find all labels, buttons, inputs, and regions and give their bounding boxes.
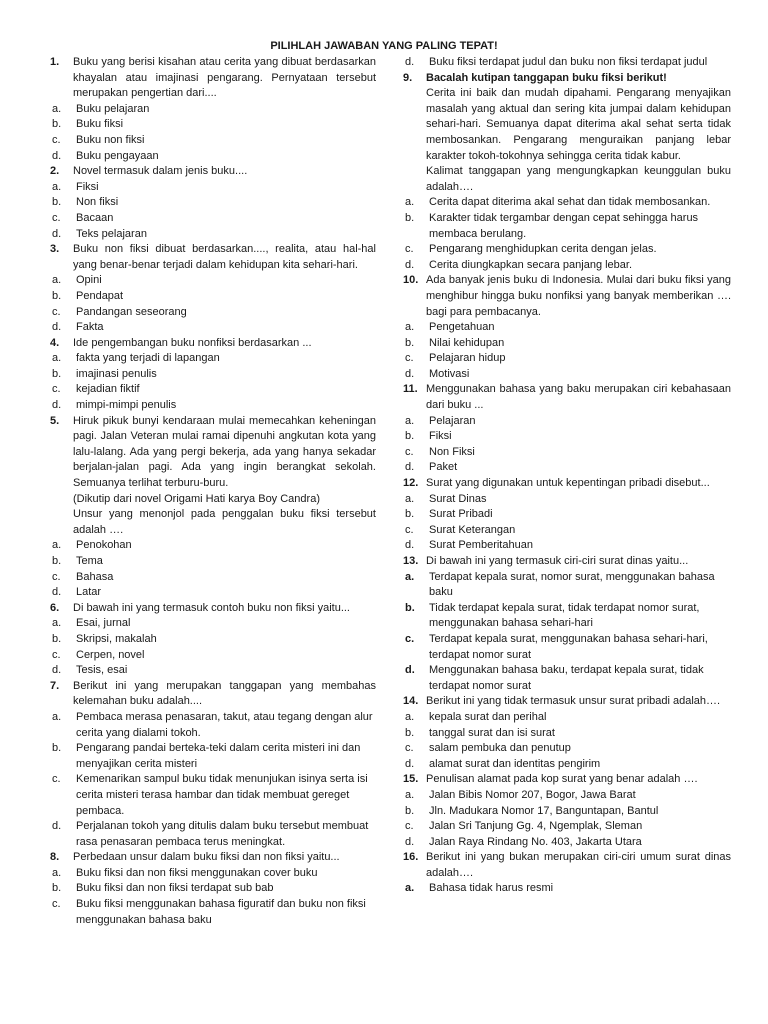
answer-option <box>40 881 376 897</box>
option-letter: a. <box>52 180 62 193</box>
option-letter: d. <box>405 367 415 380</box>
answer-option <box>393 804 731 820</box>
option-text: Pelajaran <box>429 414 476 427</box>
option-letter: a. <box>52 274 62 287</box>
option-letter: c. <box>52 570 61 583</box>
option-letter: b. <box>405 726 415 739</box>
answer-option <box>40 227 376 243</box>
answer-option <box>393 757 731 773</box>
answer-option <box>393 710 731 726</box>
option-text: Buku fiksi dan non fiksi menggunakan cover buku <box>76 866 318 879</box>
option-8d <box>393 55 731 71</box>
option-letter: a. <box>405 882 415 895</box>
answer-option <box>393 211 731 242</box>
option-text: Buku non fiksi <box>76 133 145 146</box>
option-text: Penokohan <box>76 539 132 552</box>
answer-option <box>393 242 731 258</box>
option-text: Terdapat kepala surat, menggunakan bahasa sehari-hari, terdapat nomor surat <box>429 632 708 661</box>
option-text: Motivasi <box>429 367 470 380</box>
option-text: Pendapat <box>76 289 124 302</box>
question-text: Hiruk pikuk bunyi kendaraan mulai memecahkan keheningan pagi. Jalan Veteran mulai ramai dipenuhi angkutan kota yang lalu-lalang. Ada yang pergi bekerja, ada yang hanya sekadar berjalan-jalan pagi. Ada yang ingin berangkat sekolah. Semuanya terlihat terburu-buru. <box>73 414 376 490</box>
question-2 <box>40 164 376 180</box>
option-letter: d. <box>405 539 415 552</box>
option-text: Cerpen, novel <box>76 648 145 661</box>
question-text: Bacalah kutipan tanggapan buku fiksi berikut! <box>426 71 667 84</box>
option-text: fakta yang terjadi di lapangan <box>76 352 220 365</box>
question-3 <box>40 242 376 273</box>
question-number: 15. <box>403 773 419 786</box>
answer-option <box>40 367 376 383</box>
option-letter: b. <box>52 118 62 131</box>
answer-option <box>393 367 731 383</box>
option-letter: d. <box>52 586 62 599</box>
option-letter: d. <box>405 835 415 848</box>
option-text: Tidak terdapat kepala surat, tidak terdapat nomor surat, menggunakan bahasa sehari-hari <box>429 601 700 630</box>
option-text: Bacaan <box>76 211 114 224</box>
option-letter: d. <box>52 820 62 833</box>
question-13 <box>393 554 731 570</box>
answer-option <box>393 601 731 632</box>
question-7 <box>40 679 376 710</box>
option-text: kepala surat dan perihal <box>429 710 547 723</box>
option-letter: d. <box>405 461 415 474</box>
answer-option <box>40 648 376 664</box>
option-letter: a. <box>52 352 62 365</box>
answer-option <box>393 258 731 274</box>
question-number: 10. <box>403 274 419 287</box>
option-text: Jln. Madukara Nomor 17, Banguntapan, Bantul <box>429 804 659 817</box>
answer-option <box>40 195 376 211</box>
question-text: Buku yang berisi kisahan atau cerita yang dibuat berdasarkan khayalan atau imajinasi pengarang. Pernyataan tersebut merupakan pengertian dari.... <box>73 56 376 100</box>
question-note: (Dikutip dari novel Origami Hati karya Boy Candra) <box>73 492 320 505</box>
option-text: mimpi-mimpi penulis <box>76 399 177 412</box>
option-text: Pembaca merasa penasaran, takut, atau tegang dengan alur cerita yang dialami tokoh. <box>76 710 373 739</box>
left-column <box>40 55 376 928</box>
option-text: Buku pelajaran <box>76 102 150 115</box>
option-letter: b. <box>405 601 415 614</box>
question-number: 2. <box>50 165 60 178</box>
option-letter: b. <box>52 555 62 567</box>
option-text: Perjalanan tokoh yang ditulis dalam buku tersebut membuat rasa penasaran pembaca terus meningkat. <box>76 820 369 848</box>
question-text: Menggunakan bahasa yang baku merupakan ciri kebahasaan dari buku ... <box>426 383 731 412</box>
option-text: Pengarang pandai berteka-teki dalam cerita misteri ini dan menyajikan cerita misteri <box>76 742 361 770</box>
option-letter: b. <box>405 508 415 521</box>
question-1 <box>40 55 376 102</box>
question-number: 3. <box>50 243 60 256</box>
page-title: PILIHLAH JAWABAN YANG PALING TEPAT! <box>270 40 498 52</box>
question-text: Di bawah ini yang termasuk contoh buku non fiksi yaitu... <box>73 601 350 614</box>
option-letter: b. <box>405 211 415 224</box>
option-letter: a. <box>405 414 415 427</box>
option-text: Jalan Raya Rindang No. 403, Jakarta Utara <box>429 835 642 848</box>
answer-option <box>393 351 731 367</box>
answer-option <box>40 897 376 928</box>
answer-option <box>40 351 376 367</box>
answer-option <box>40 632 376 648</box>
option-letter: c. <box>52 383 61 396</box>
answer-option <box>40 710 376 741</box>
option-text: Terdapat kepala surat, nomor surat, menggunakan bahasa baku <box>429 570 715 599</box>
question-text: Berikut ini yang merupakan tanggapan yang membahas kelemahan buku adalah.... <box>73 679 376 708</box>
option-text: Fiksi <box>429 430 452 443</box>
option-letter: d. <box>52 227 62 240</box>
question-text: Di bawah ini yang termasuk ciri-ciri surat dinas yaitu... <box>426 555 689 567</box>
question-number: 1. <box>50 56 60 68</box>
option-text: Non Fiksi <box>429 445 475 458</box>
question-11 <box>393 382 731 413</box>
option-letter: c. <box>405 352 414 365</box>
answer-option <box>40 772 376 819</box>
option-text: Buku fiksi menggunakan bahasa figuratif dan buku non fiksi menggunakan bahasa baku <box>76 898 366 926</box>
question-number: 6. <box>50 601 60 614</box>
question-number: 12. <box>403 477 419 490</box>
option-text: Bahasa tidak harus resmi <box>429 882 554 895</box>
option-text: Opini <box>76 274 102 287</box>
option-letter: a. <box>52 539 62 552</box>
question-number: 11. <box>403 383 418 396</box>
answer-option <box>40 741 376 772</box>
answer-option <box>393 445 731 461</box>
question-15 <box>393 772 731 788</box>
answer-option <box>393 336 731 352</box>
option-letter: c. <box>52 133 61 146</box>
answer-option <box>40 149 376 165</box>
answer-option <box>40 102 376 118</box>
option-text: Buku fiksi <box>76 118 124 131</box>
option-letter: b. <box>52 882 62 895</box>
option-letter: c. <box>52 211 61 224</box>
right-column <box>393 55 731 897</box>
option-text: Surat Dinas <box>429 492 487 505</box>
question-text: Penulisan alamat pada kop surat yang benar adalah …. <box>426 773 698 786</box>
option-text: Tema <box>76 555 103 567</box>
answer-option <box>40 382 376 398</box>
answer-option <box>40 585 376 601</box>
option-letter: a. <box>52 617 62 630</box>
question-note: Cerita ini baik dan mudah dipahami. Pengarang menyajikan masalah yang aktual dan sering kita jumpai dalam kehidupan sehari-hari. Semuanya dapat diterima akal sehat serta tidak membosankan. Pengarang menguraikan panjang lebar karakter tokoh-tokohnya sehingga cerita tidak kabur. <box>426 87 731 162</box>
question-text: Ide pengembangan buku nonfiksi berdasarkan ... <box>73 336 312 349</box>
answer-option <box>393 819 731 835</box>
answer-option <box>393 460 731 476</box>
option-text: Surat Pemberitahuan <box>429 539 533 552</box>
option-text: Fiksi <box>76 180 99 193</box>
option-letter: b. <box>405 430 415 443</box>
question-9 <box>393 71 731 196</box>
option-letter: d. <box>405 258 415 271</box>
option-text: Menggunakan bahasa baku, terdapat kepala surat, tidak terdapat nomor surat <box>429 664 704 692</box>
option-letter: b. <box>405 336 415 349</box>
answer-option <box>40 554 376 570</box>
question-10 <box>393 273 731 320</box>
answer-option <box>393 835 731 851</box>
question-8 <box>40 850 376 866</box>
answer-option <box>393 726 731 742</box>
option-letter: c. <box>52 898 61 911</box>
question-text: Berikut ini yang tidak termasuk unsur surat pribadi adalah…. <box>426 695 721 708</box>
answer-option <box>393 788 731 804</box>
question-number: 8. <box>50 851 60 864</box>
question-text: Ada banyak jenis buku di Indonesia. Mulai dari buku fiksi yang menghibur hingga buku nonfiksi yang banyak memberikan …. bagi para pembacanya. <box>426 274 731 318</box>
option-letter: b. <box>52 367 62 380</box>
option-letter: c. <box>52 648 61 661</box>
option-letter: b. <box>405 804 415 817</box>
option-letter: a. <box>405 492 415 505</box>
option-text: Pengetahuan <box>429 321 495 334</box>
option-letter: a. <box>52 866 62 879</box>
answer-option <box>393 320 731 336</box>
answer-option <box>393 663 731 694</box>
option-text: Pengarang menghidupkan cerita dengan jelas. <box>429 243 657 256</box>
option-letter: a. <box>405 710 415 723</box>
question-number: 4. <box>50 336 60 349</box>
answer-option <box>393 507 731 523</box>
option-letter: a. <box>52 102 62 115</box>
answer-option <box>40 211 376 227</box>
answer-option <box>40 663 376 679</box>
question-16 <box>393 850 731 881</box>
option-letter: d. <box>405 56 415 68</box>
question-text: Berikut ini yang bukan merupakan ciri-ciri umum surat dinas adalah…. <box>426 851 731 879</box>
option-letter: a. <box>405 788 415 801</box>
answer-option <box>393 492 731 508</box>
option-text: Jalan Sri Tanjung Gg. 4, Ngemplak, Sleman <box>429 820 643 833</box>
question-5 <box>40 414 376 539</box>
answer-option <box>393 632 731 663</box>
option-letter: b. <box>52 289 62 302</box>
option-letter: b. <box>52 632 62 645</box>
option-text: Jalan Bibis Nomor 207, Bogor, Jawa Barat <box>429 788 636 801</box>
option-text: kejadian fiktif <box>76 383 140 396</box>
option-text: Cerita diungkapkan secara panjang lebar. <box>429 258 633 271</box>
option-letter: c. <box>405 445 414 458</box>
option-text: Paket <box>429 461 458 474</box>
answer-option <box>40 616 376 632</box>
option-letter: c. <box>405 742 414 755</box>
question-number: 13. <box>403 555 419 567</box>
answer-option <box>393 741 731 757</box>
option-letter: c. <box>405 632 415 645</box>
option-text: tanggal surat dan isi surat <box>429 726 555 739</box>
option-letter: b. <box>52 742 62 755</box>
option-text: Surat Keterangan <box>429 523 516 536</box>
option-letter: a. <box>405 196 415 209</box>
option-text: Fakta <box>76 321 104 334</box>
question-6 <box>40 601 376 617</box>
option-letter: b. <box>52 196 62 209</box>
answer-option <box>40 273 376 289</box>
answer-option <box>393 414 731 430</box>
answer-option <box>40 133 376 149</box>
option-text: alamat surat dan identitas pengirim <box>429 757 601 770</box>
option-text: Non fiksi <box>76 196 119 209</box>
question-number: 9. <box>403 71 413 84</box>
option-text: Surat Pribadi <box>429 508 493 521</box>
answer-option <box>393 570 731 601</box>
question-number: 7. <box>50 679 60 692</box>
question-text: Surat yang digunakan untuk kepentingan pribadi disebut... <box>426 477 710 490</box>
answer-option <box>393 195 731 211</box>
question-note: Unsur yang menonjol pada penggalan buku fiksi tersebut adalah …. <box>73 508 376 536</box>
option-letter: c. <box>52 305 61 318</box>
option-letter: a. <box>405 570 415 583</box>
option-text: salam pembuka dan penutup <box>429 742 571 755</box>
option-text: Kemenarikan sampul buku tidak menunjukan isinya serta isi cerita misteri terasa hambar dan tidak membuat gereget pembaca. <box>76 773 368 817</box>
answer-option <box>40 320 376 336</box>
option-text: imajinasi penulis <box>76 367 157 380</box>
option-letter: d. <box>405 664 415 677</box>
option-text: Pandangan seseorang <box>76 305 187 318</box>
answer-option <box>393 538 731 554</box>
option-text: Esai, jurnal <box>76 617 131 630</box>
answer-option <box>393 429 731 445</box>
option-letter: d. <box>405 757 415 770</box>
question-text: Novel termasuk dalam jenis buku.... <box>73 165 248 178</box>
question-number: 5. <box>50 414 60 427</box>
question-4 <box>40 336 376 352</box>
answer-option <box>40 305 376 321</box>
answer-option <box>40 538 376 554</box>
question-note: Kalimat tanggapan yang mengungkapkan keunggulan buku adalah…. <box>426 165 731 193</box>
option-text: Skripsi, makalah <box>76 632 157 645</box>
option-letter: a. <box>52 710 62 723</box>
option-text: Karakter tidak tergambar dengan cepat sehingga harus membaca berulang. <box>429 211 699 240</box>
answer-option <box>40 866 376 882</box>
option-text: Tesis, esai <box>76 664 128 677</box>
option-text: Bahasa <box>76 570 114 583</box>
question-14 <box>393 694 731 710</box>
answer-option <box>40 819 376 850</box>
answer-option <box>40 117 376 133</box>
option-text: Buku fiksi terdapat judul dan buku non fiksi terdapat judul <box>429 56 708 68</box>
question-number: 14. <box>403 695 419 708</box>
answer-option <box>40 570 376 586</box>
option-letter: d. <box>52 399 62 412</box>
question-text: Perbedaan unsur dalam buku fiksi dan non fiksi yaitu... <box>73 851 340 864</box>
question-text: Buku non fiksi dibuat berdasarkan...., realita, atau hal-hal yang benar-benar terjadi dalam kehidupan kita sehari-hari. <box>73 243 376 271</box>
option-text: Buku fiksi dan non fiksi terdapat sub bab <box>76 882 274 895</box>
answer-option <box>393 523 731 539</box>
question-number: 16. <box>403 851 419 864</box>
answer-option <box>40 398 376 414</box>
option-text: Cerita dapat diterima akal sehat dan tidak membosankan. <box>429 196 711 209</box>
option-letter: c. <box>405 243 414 256</box>
option-letter: d. <box>52 149 62 162</box>
answer-option <box>393 881 731 897</box>
answer-option <box>40 180 376 196</box>
option-text: Pelajaran hidup <box>429 352 506 365</box>
option-text: Nilai kehidupan <box>429 336 505 349</box>
option-text: Latar <box>76 586 102 599</box>
answer-option <box>40 289 376 305</box>
option-letter: c. <box>405 523 414 536</box>
option-letter: a. <box>405 321 415 334</box>
option-text: Buku pengayaan <box>76 149 159 162</box>
option-letter: c. <box>405 820 414 833</box>
question-12 <box>393 476 731 492</box>
option-letter: c. <box>52 773 61 786</box>
option-letter: d. <box>52 664 62 677</box>
option-letter: d. <box>52 321 62 334</box>
option-text: Teks pelajaran <box>76 227 147 240</box>
